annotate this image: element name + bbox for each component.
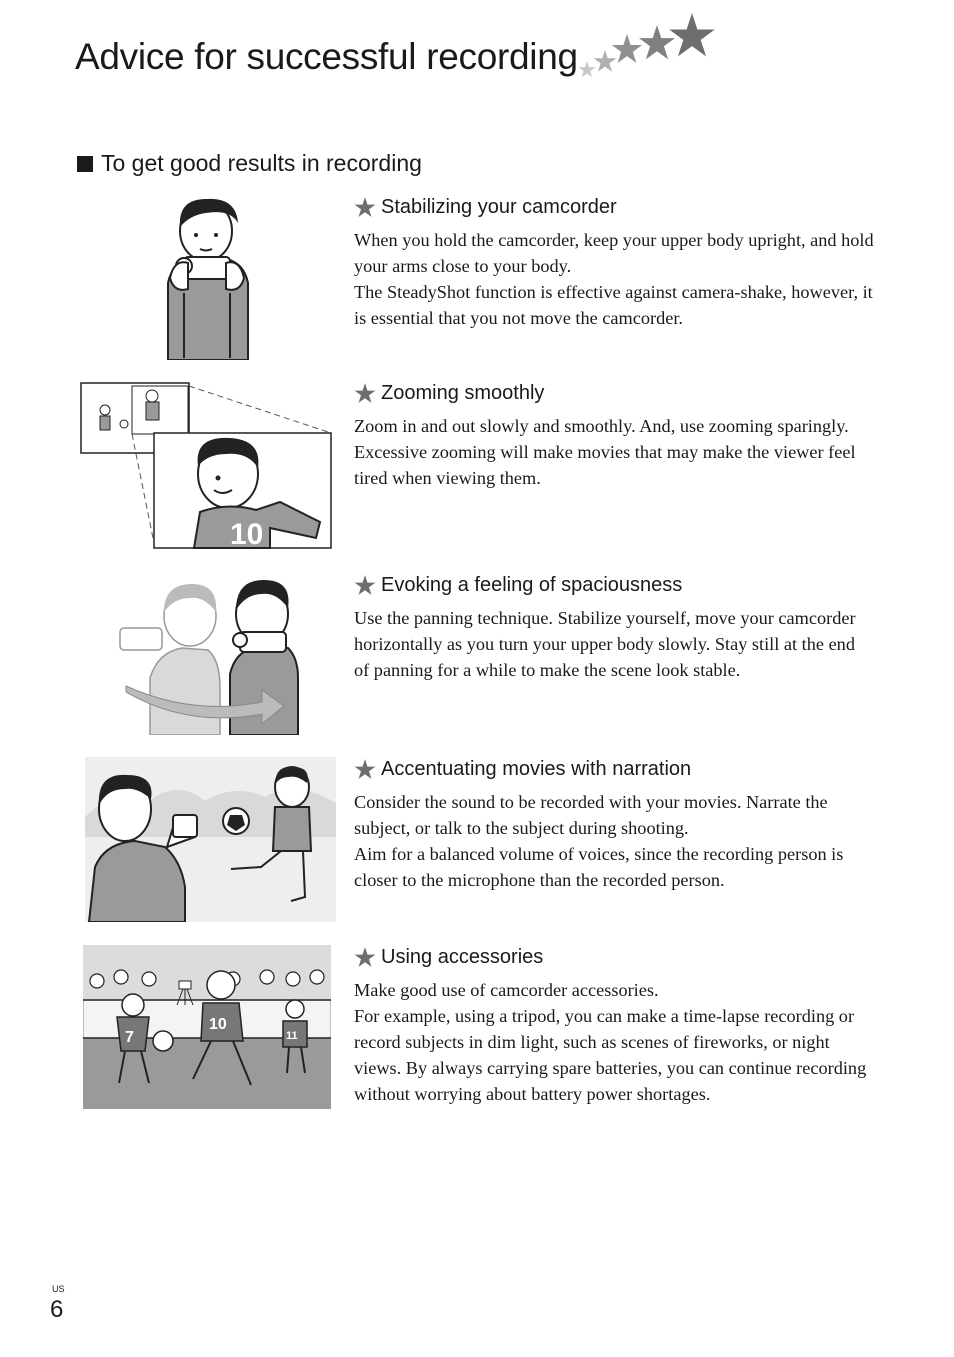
- tip-heading-text: Accentuating movies with narration: [381, 758, 692, 780]
- jersey-number-left: 7: [125, 1029, 134, 1046]
- tip-heading-text: Stabilizing your camcorder: [381, 196, 617, 218]
- tip-paragraph: Use the panning technique. Stabilize yourself, move your camcorder horizontally as you turn your upper body slowly. Stay still at the end of panning for a while to make the scene look stable.: [354, 608, 856, 680]
- section-heading: [77, 150, 422, 177]
- tip-heading: [354, 382, 874, 405]
- tip-accessories: [354, 946, 874, 1107]
- zoom-jersey-number: 10: [230, 518, 264, 550]
- tip-paragraph: Make good use of camcorder accessories.: [354, 980, 659, 1000]
- narration-illustration: [85, 757, 336, 922]
- tip-body: [354, 227, 874, 331]
- tip-heading: [354, 196, 874, 219]
- jersey-number-right: 11: [286, 1030, 298, 1042]
- tip-paragraph: Aim for a balanced volume of voices, since the recording person is closer to the microphone than the recorded person.: [354, 844, 844, 890]
- tip-heading: [354, 946, 874, 969]
- tip-paragraph: Consider the sound to be recorded with your movies. Narrate the subject, or talk to the subject during shooting.: [354, 792, 828, 838]
- tip-body: [354, 605, 874, 683]
- tip-paragraph: The SteadyShot function is effective against camera-shake, however, it is essential that you not move the camcorder.: [354, 282, 873, 328]
- panning-illustration: [112, 578, 300, 735]
- jersey-number-center: 10: [209, 1016, 227, 1033]
- tip-heading-text: Zooming smoothly: [381, 382, 545, 404]
- star-icon: [354, 947, 376, 969]
- tip-stabilizing: [354, 196, 874, 331]
- tip-heading: [354, 758, 874, 781]
- zooming-illustration: [80, 382, 333, 550]
- square-bullet-icon: [77, 156, 93, 172]
- tip-body: [354, 413, 874, 491]
- tip-body: [354, 789, 874, 893]
- tip-heading-text: Evoking a feeling of spaciousness: [381, 574, 683, 596]
- tip-narration: [354, 758, 874, 893]
- tip-heading: [354, 574, 874, 597]
- star-icon: [354, 759, 376, 781]
- star-icon: [354, 575, 376, 597]
- region-code: US: [52, 1284, 65, 1294]
- tip-zooming: [354, 382, 874, 491]
- tip-paragraph: Zoom in and out slowly and smoothly. And, use zooming sparingly. Excessive zooming will make movies that may make the viewer feel tired when viewing them.: [354, 416, 856, 488]
- decorative-stars-icon: [575, 10, 720, 82]
- tip-heading-text: Using accessories: [381, 946, 544, 968]
- tip-body: [354, 977, 874, 1107]
- tip-paragraph: For example, using a tripod, you can make a time-lapse recording or record subjects in dim light, such as scenes of fireworks, or night views. By always carrying spare batteries, you can continue recording without worrying about battery power shortages.: [354, 1006, 867, 1104]
- page-title: Advice for successful recording: [75, 36, 578, 77]
- page-number: 6: [50, 1296, 64, 1323]
- stabilizing-illustration: [160, 193, 255, 360]
- star-icon: [354, 383, 376, 405]
- section-heading-text: To get good results in recording: [101, 150, 422, 176]
- accessories-illustration: [83, 945, 331, 1109]
- star-icon: [354, 197, 376, 219]
- tip-spaciousness: [354, 574, 874, 683]
- tip-paragraph: When you hold the camcorder, keep your upper body upright, and hold your arms close to your body.: [354, 230, 874, 276]
